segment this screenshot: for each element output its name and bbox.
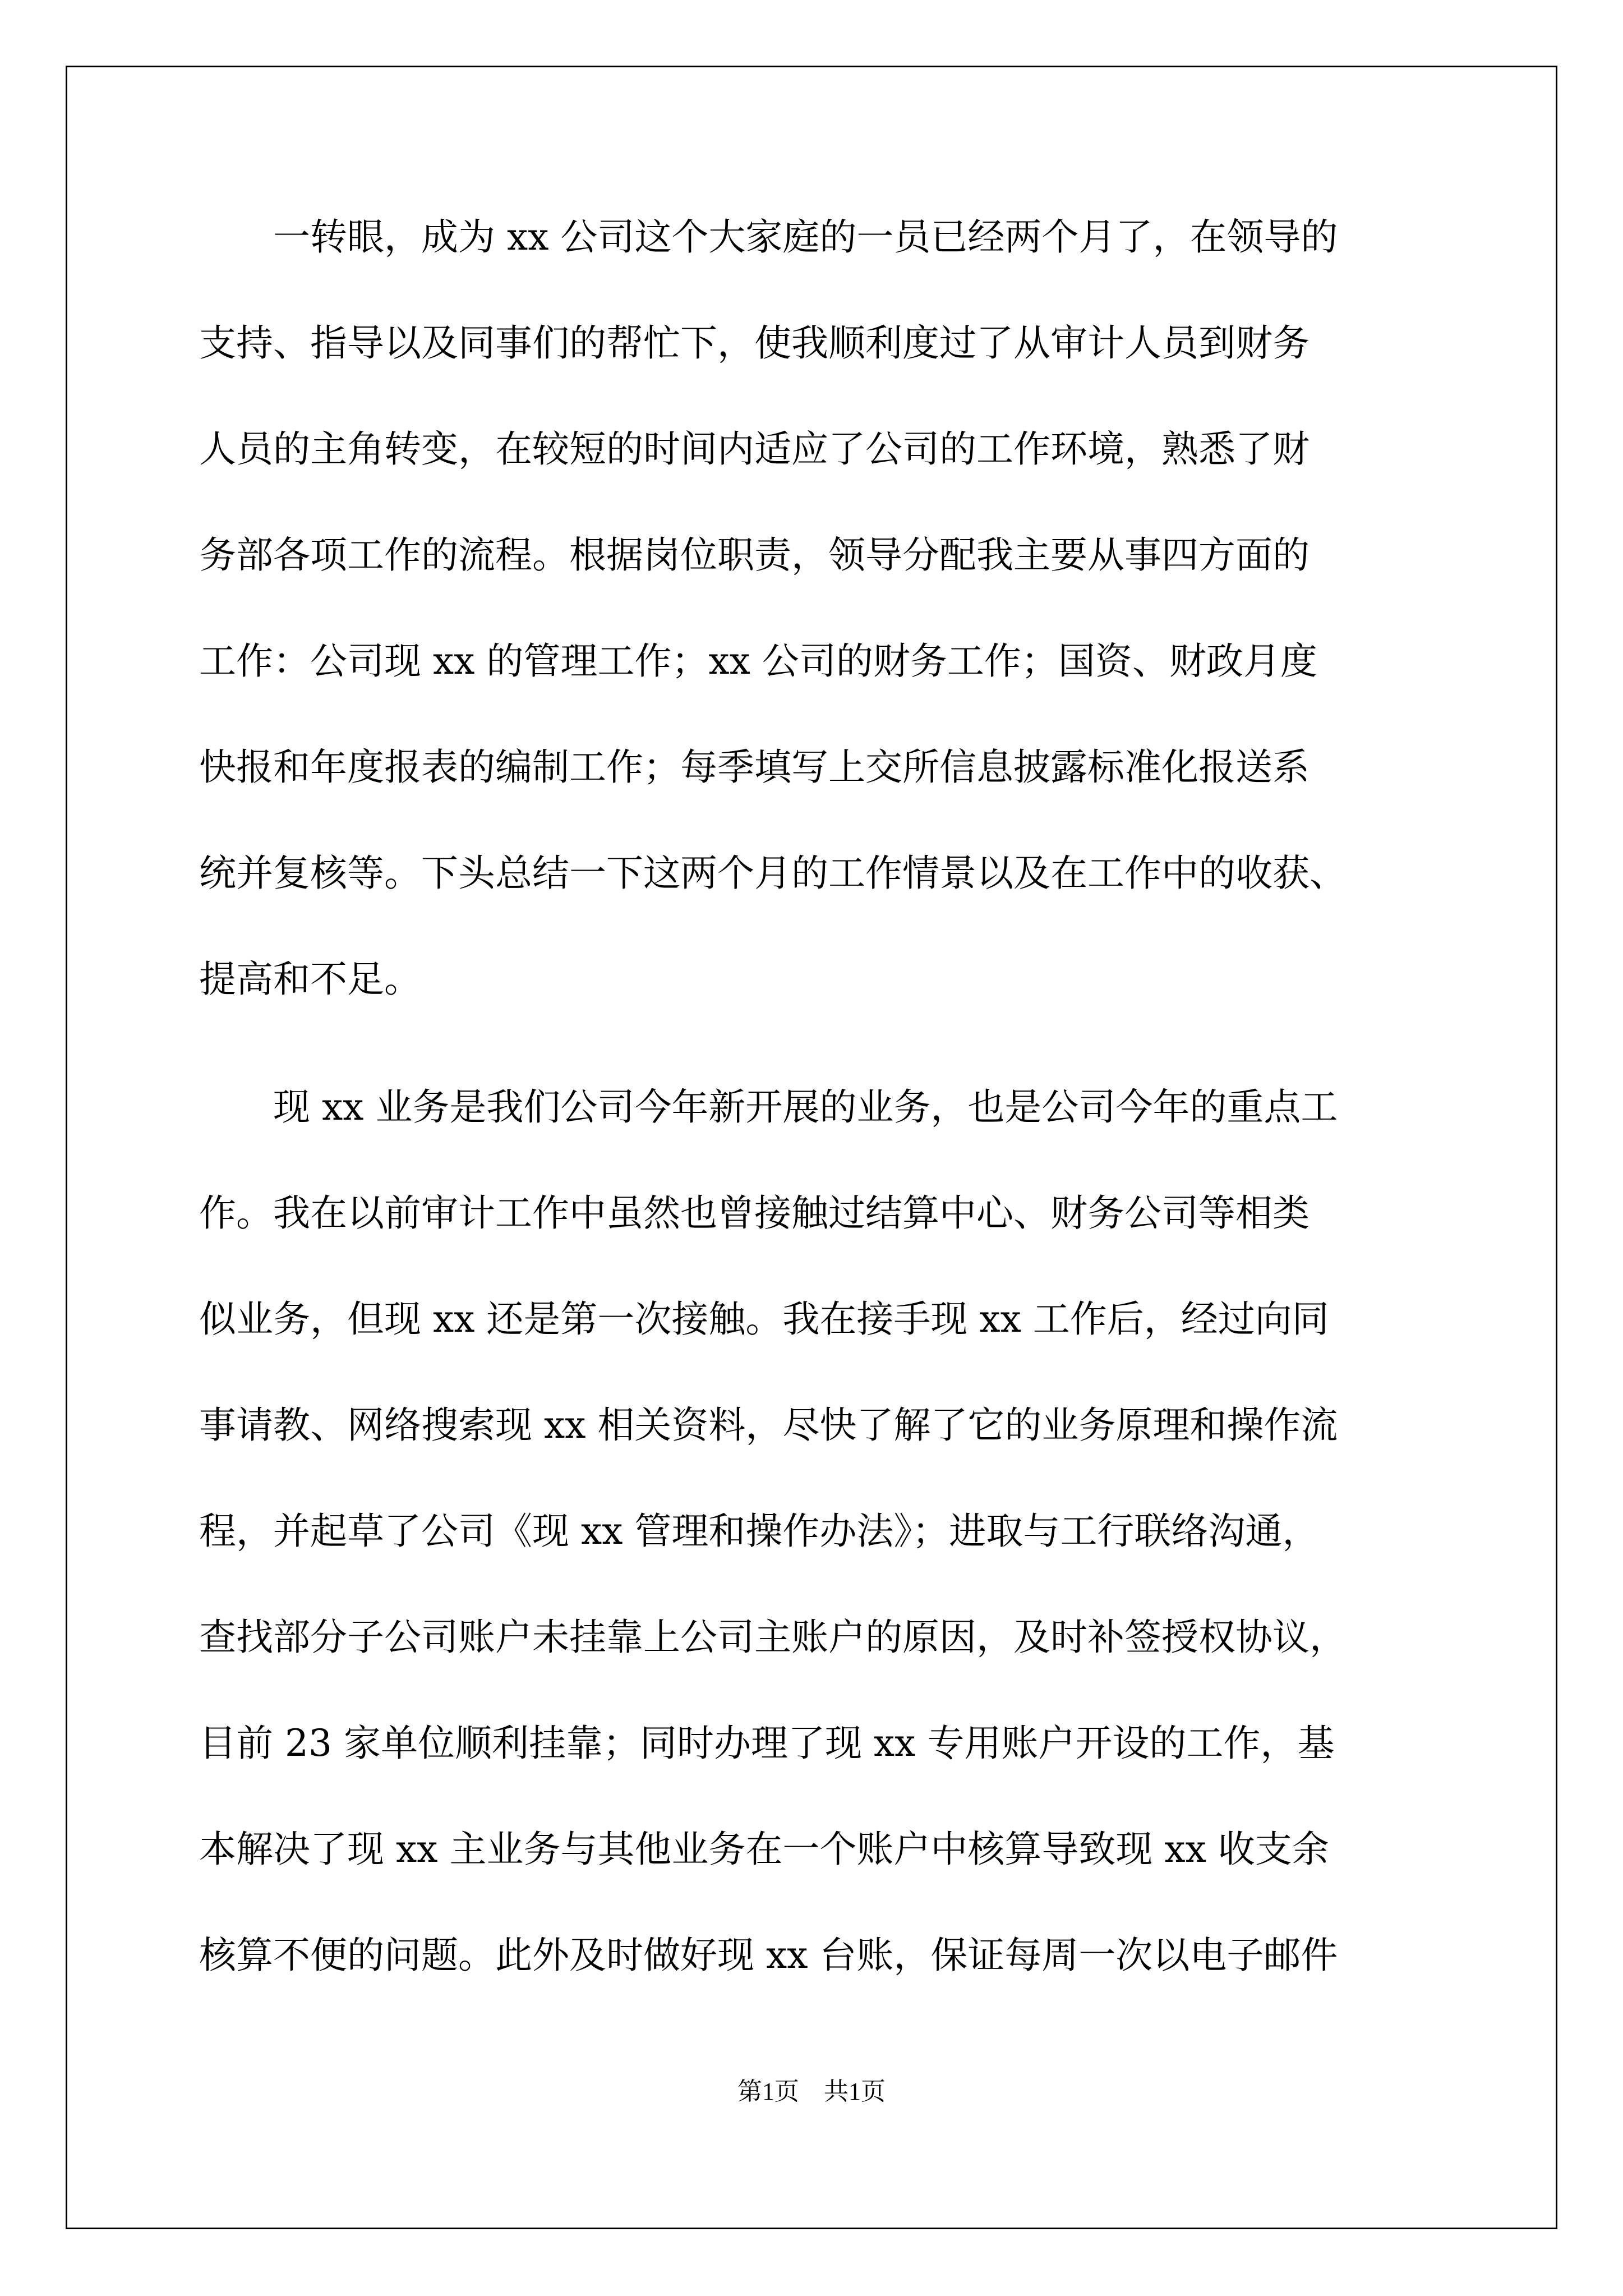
text-line: 支持、指导以及同事们的帮忙下，使我顺利度过了从审计人员到财务 [199, 321, 1310, 365]
text-line: 似业务，但现 xx 还是第一次接触。我在接手现 xx 工作后，经过向同 [199, 1297, 1329, 1341]
page-number: 第1页 [737, 2078, 799, 2105]
text-line: 现 xx 业务是我们公司今年新开展的业务，也是公司今年的重点工 [273, 1085, 1338, 1129]
text-line: 核算不便的问题。此外及时做好现 xx 台账，保证每周一次以电子邮件 [199, 1934, 1338, 1977]
paragraph-2 [199, 1085, 1433, 2043]
document-body [199, 215, 1433, 2043]
page-footer [0, 2071, 1623, 2107]
text-line: 快报和年度报表的编制工作；每季填写上交所信息披露标准化报送系 [199, 746, 1310, 789]
text-line: 一转眼，成为 xx 公司这个大家庭的一员已经两个月了，在领导的 [273, 215, 1338, 259]
text-line: 程，并起草了公司《现 xx 管理和操作办法》；进取与工行联络沟通， [199, 1510, 1320, 1553]
paragraph-1 [199, 215, 1433, 1067]
text-line: 务部各项工作的流程。根据岗位职责，领导分配我主要从事四方面的 [199, 533, 1310, 577]
text-line: 作。我在以前审计工作中虽然也曾接触过结算中心、财务公司等相类 [199, 1191, 1310, 1235]
page-total: 共1页 [824, 2078, 886, 2105]
text-line: 提高和不足。 [199, 958, 421, 1001]
text-line: 工作：公司现 xx 的管理工作；xx 公司的财务工作；国资、财政月度 [199, 639, 1317, 683]
text-line: 查找部分子公司账户未挂靠上公司主账户的原因，及时补签授权协议， [199, 1616, 1347, 1659]
text-line: 事请教、网络搜索现 xx 相关资料，尽快了解了它的业务原理和操作流 [199, 1404, 1338, 1447]
text-line: 人员的主角转变，在较短的时间内适应了公司的工作环境，熟悉了财 [199, 427, 1310, 471]
text-line: 本解决了现 xx 主业务与其他业务在一个账户中核算导致现 xx 收支余 [199, 1828, 1329, 1871]
text-line: 目前 23 家单位顺利挂靠；同时办理了现 xx 专用账户开设的工作，基 [199, 1722, 1335, 1765]
text-line: 统并复核等。下头总结一下这两个月的工作情景以及在工作中的收获、 [199, 852, 1347, 895]
